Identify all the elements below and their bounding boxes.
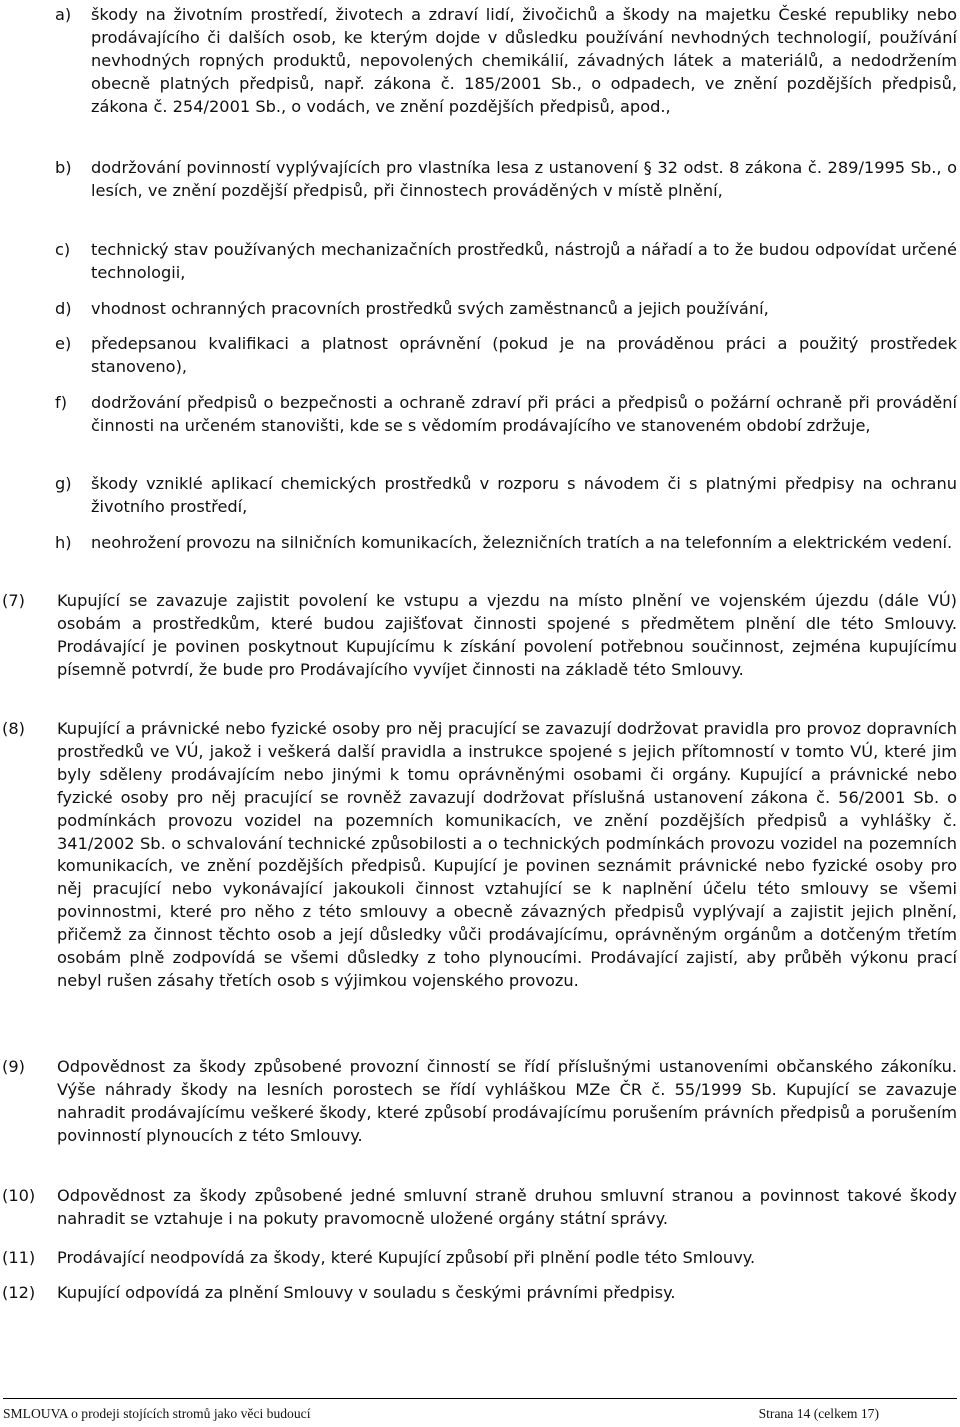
paragraph-number: (8)	[2, 719, 25, 738]
list-item-label: f)	[55, 393, 68, 412]
list-item-label: g)	[55, 474, 72, 493]
page-footer	[3, 1398, 957, 1423]
paragraph-text: Odpovědnost za škody způsobené jedné smluvní straně druhou smluvní stranou a povinnost takové škody nahradit se vztahuje i na pokuty pravomocně uložené orgány státní správy.	[57, 1186, 957, 1228]
list-item-text: škody na životním prostředí, životech a zdraví lidí, živočichů a škody na majetku České republiky nebo prodávajícího či dalších osob, ke kterým dojde v důsledku používání nevhodných technologií, používání nevhodných ropných produktů, nepovolených chemikálií, závadných látek a materiálů, a nedodržením obecně platných předpisů, např. zákona č. 185/2001 Sb., o odpadech, ve znění pozdějších předpisů, zákona č. 254/2001 Sb., o vodách, ve znění pozdějších předpisů, apod.,	[91, 5, 957, 116]
paragraph-10	[2, 1185, 957, 1231]
list-item-d	[55, 298, 957, 321]
paragraph-7	[2, 590, 957, 682]
list-item-h	[55, 532, 957, 555]
list-item-text: vhodnost ochranných pracovních prostředků svých zaměstnanců a jejich používání,	[91, 299, 769, 318]
list-item-text: neohrožení provozu na silničních komunikacích, železničních tratích a na telefonním a elektrickém vedení.	[91, 533, 953, 552]
list-item-label: e)	[55, 334, 72, 353]
list-item-text: předepsanou kvalifikaci a platnost oprávnění (pokud je na prováděnou práci a použitý prostředek stanoveno),	[91, 334, 957, 376]
list-item-label: h)	[55, 533, 72, 552]
paragraph-8	[2, 718, 957, 993]
paragraph-text: Prodávající neodpovídá za škody, které Kupující způsobí při plnění podle této Smlouvy.	[57, 1248, 756, 1267]
paragraph-11	[2, 1247, 957, 1270]
paragraph-number: (12)	[2, 1283, 36, 1302]
paragraph-12	[2, 1282, 957, 1305]
list-item-text: dodržování předpisů o bezpečnosti a ochraně zdraví při práci a předpisů o požární ochraně při provádění činnosti na určeném stanovišti, kde se s vědomím prodávajícího ve stanoveném období zdržuje,	[91, 393, 957, 435]
paragraph-number: (10)	[2, 1186, 36, 1205]
paragraph-number: (11)	[2, 1248, 36, 1267]
list-item-label: b)	[55, 158, 72, 177]
list-item-a	[55, 4, 957, 119]
footer-page-number: Strana 14 (celkem 17)	[758, 1406, 879, 1421]
paragraph-text: Kupující a právnické nebo fyzické osoby pro něj pracující se zavazují dodržovat pravidla pro provoz dopravních prostředků ve VÚ, jakož i veškerá další pravidla a instrukce spojené s jejich přítomností v tomto VÚ, které jim byly sděleny prodávajícím nebo jinými k tomu oprávněnými osobami či orgány. Kupující a právnické nebo fyzické osoby pro něj pracující se rovněž zavazují dodržovat příslušná ustanovení zákona č. 56/2001 Sb. o podmínkách provozu vozidel na pozemních komunikacích, ve znění pozdějších předpisů a vyhlášky č. 341/2002 Sb. o schvalování technické způsobilosti a o technických podmínkách provozu vozidel na pozemních komunikacích, ve znění pozdějších předpisů. Kupující je povinen seznámit právnické nebo fyzické osoby pro něj pracující nebo vykonávající jakoukoli činnost vztahující se k naplnění účelu této smlouvy se všemi povinnostmi, které pro něho z této smlouvy a obecně závazných předpisů vyplývají a zajistit jejich plnění, přičemž za činnost těchto osob a její důsledky vůči prodávajícímu, oprávněným orgánům a dotčeným třetím osobám plně zodpovídá se všemi důsledky z toho plynoucími. Prodávající zajistí, aby průběh výkonu prací nebyl rušen zásahy třetích osob s výjimkou vojenského provozu.	[57, 719, 957, 990]
list-item-label: a)	[55, 5, 72, 24]
list-item-g	[55, 473, 957, 519]
footer-document-title: SMLOUVA o prodeji stojících stromů jako věci budoucí	[3, 1406, 311, 1421]
paragraph-text: Kupující odpovídá za plnění Smlouvy v souladu s českými právními předpisy.	[57, 1283, 676, 1302]
paragraph-number: (9)	[2, 1057, 25, 1076]
list-item-text: technický stav používaných mechanizačních prostředků, nástrojů a nářadí a to že budou odpovídat určené technologii,	[91, 240, 957, 282]
list-item-b	[55, 157, 957, 203]
paragraph-text: Odpovědnost za škody způsobené provozní činností se řídí příslušnými ustanoveními občanského zákoníku. Výše náhrady škody na lesních porostech se řídí vyhláškou MZe ČR č. 55/1999 Sb. Kupující se zavazuje nahradit prodávajícímu veškeré škody, které způsobí prodávajícímu porušením právních předpisů a porušením povinností plynoucích z této Smlouvy.	[57, 1057, 957, 1145]
list-item-label: d)	[55, 299, 72, 318]
paragraph-text: Kupující se zavazuje zajistit povolení ke vstupu a vjezdu na místo plnění ve vojenském újezdu (dále VÚ) osobám a prostředkům, které budou zajišťovat činnosti spojené s předmětem plnění dle této Smlouvy. Prodávající je povinen poskytnout Kupujícímu k získání povolení potřebnou součinnost, zejména kupujícímu písemně potvrdí, že bude pro Prodávajícího vyvíjet činnosti na základě této Smlouvy.	[57, 591, 957, 679]
list-item-label: c)	[55, 240, 71, 259]
list-item-text: škody vzniklé aplikací chemických prostředků v rozporu s návodem či s platnými předpisy na ochranu životního prostředí,	[91, 474, 957, 516]
paragraph-number: (7)	[2, 591, 25, 610]
paragraph-9	[2, 1056, 957, 1148]
list-item-f	[55, 392, 957, 438]
list-item-e	[55, 333, 957, 379]
list-item-text: dodržování povinností vyplývajících pro vlastníka lesa z ustanovení § 32 odst. 8 zákona č. 289/1995 Sb., o lesích, ve znění pozdější předpisů, při činnostech prováděných v místě plnění,	[91, 158, 957, 200]
list-item-c	[55, 239, 957, 285]
